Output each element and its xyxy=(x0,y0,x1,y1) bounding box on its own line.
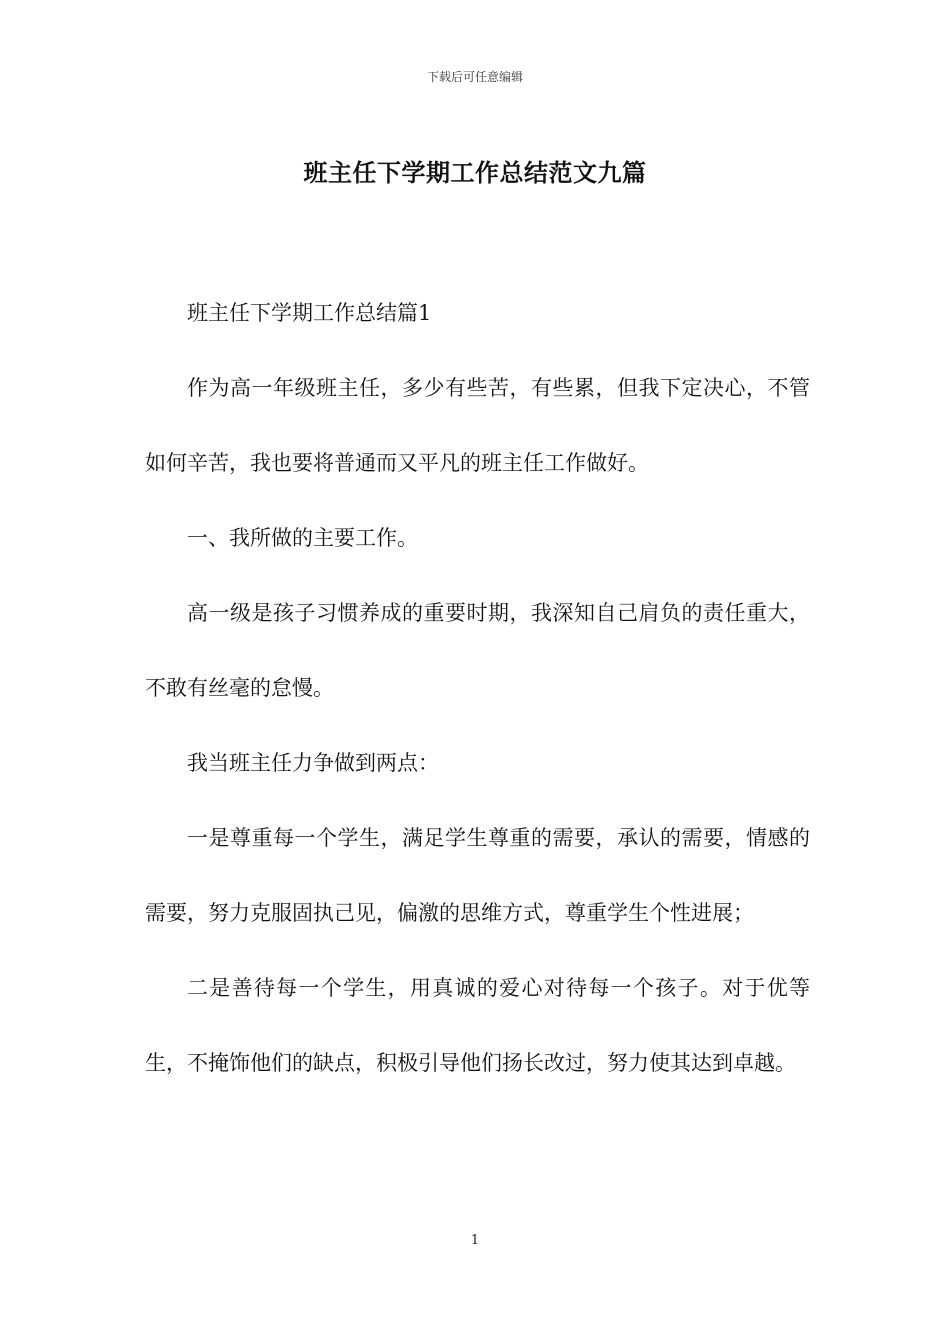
subsection-heading: 一、我所做的主要工作。 xyxy=(187,526,418,550)
paragraph: 二是善待每一个学生，用真诚的爱心对待每一个孩子。对于优等生，不掩饰他们的缺点，积极引导他们扬长改过，努力使其达到卓越。 xyxy=(145,976,810,1075)
page-number: 1 xyxy=(470,1233,480,1248)
paragraph: 高一级是孩子习惯养成的重要时期，我深知自己肩负的责任重大，不敢有丝毫的怠慢。 xyxy=(145,601,810,700)
section-heading: 班主任下学期工作总结篇1 xyxy=(187,301,432,325)
paragraph: 我当班主任力争做到两点： xyxy=(187,751,439,775)
paragraph: 一是尊重每一个学生，满足学生尊重的需要，承认的需要，情感的需要，努力克服固执己见，偏激的思维方式，尊重学生个性进展； xyxy=(145,826,810,925)
document-body xyxy=(145,276,810,1101)
header-note: 下载后可任意编辑 xyxy=(426,70,523,84)
paragraph: 作为高一年级班主任，多少有些苦，有些累，但我下定决心，不管如何辛苦，我也要将普通而又平凡的班主任工作做好。 xyxy=(145,376,810,475)
document-title: 班主任下学期工作总结范文九篇 xyxy=(303,158,647,187)
